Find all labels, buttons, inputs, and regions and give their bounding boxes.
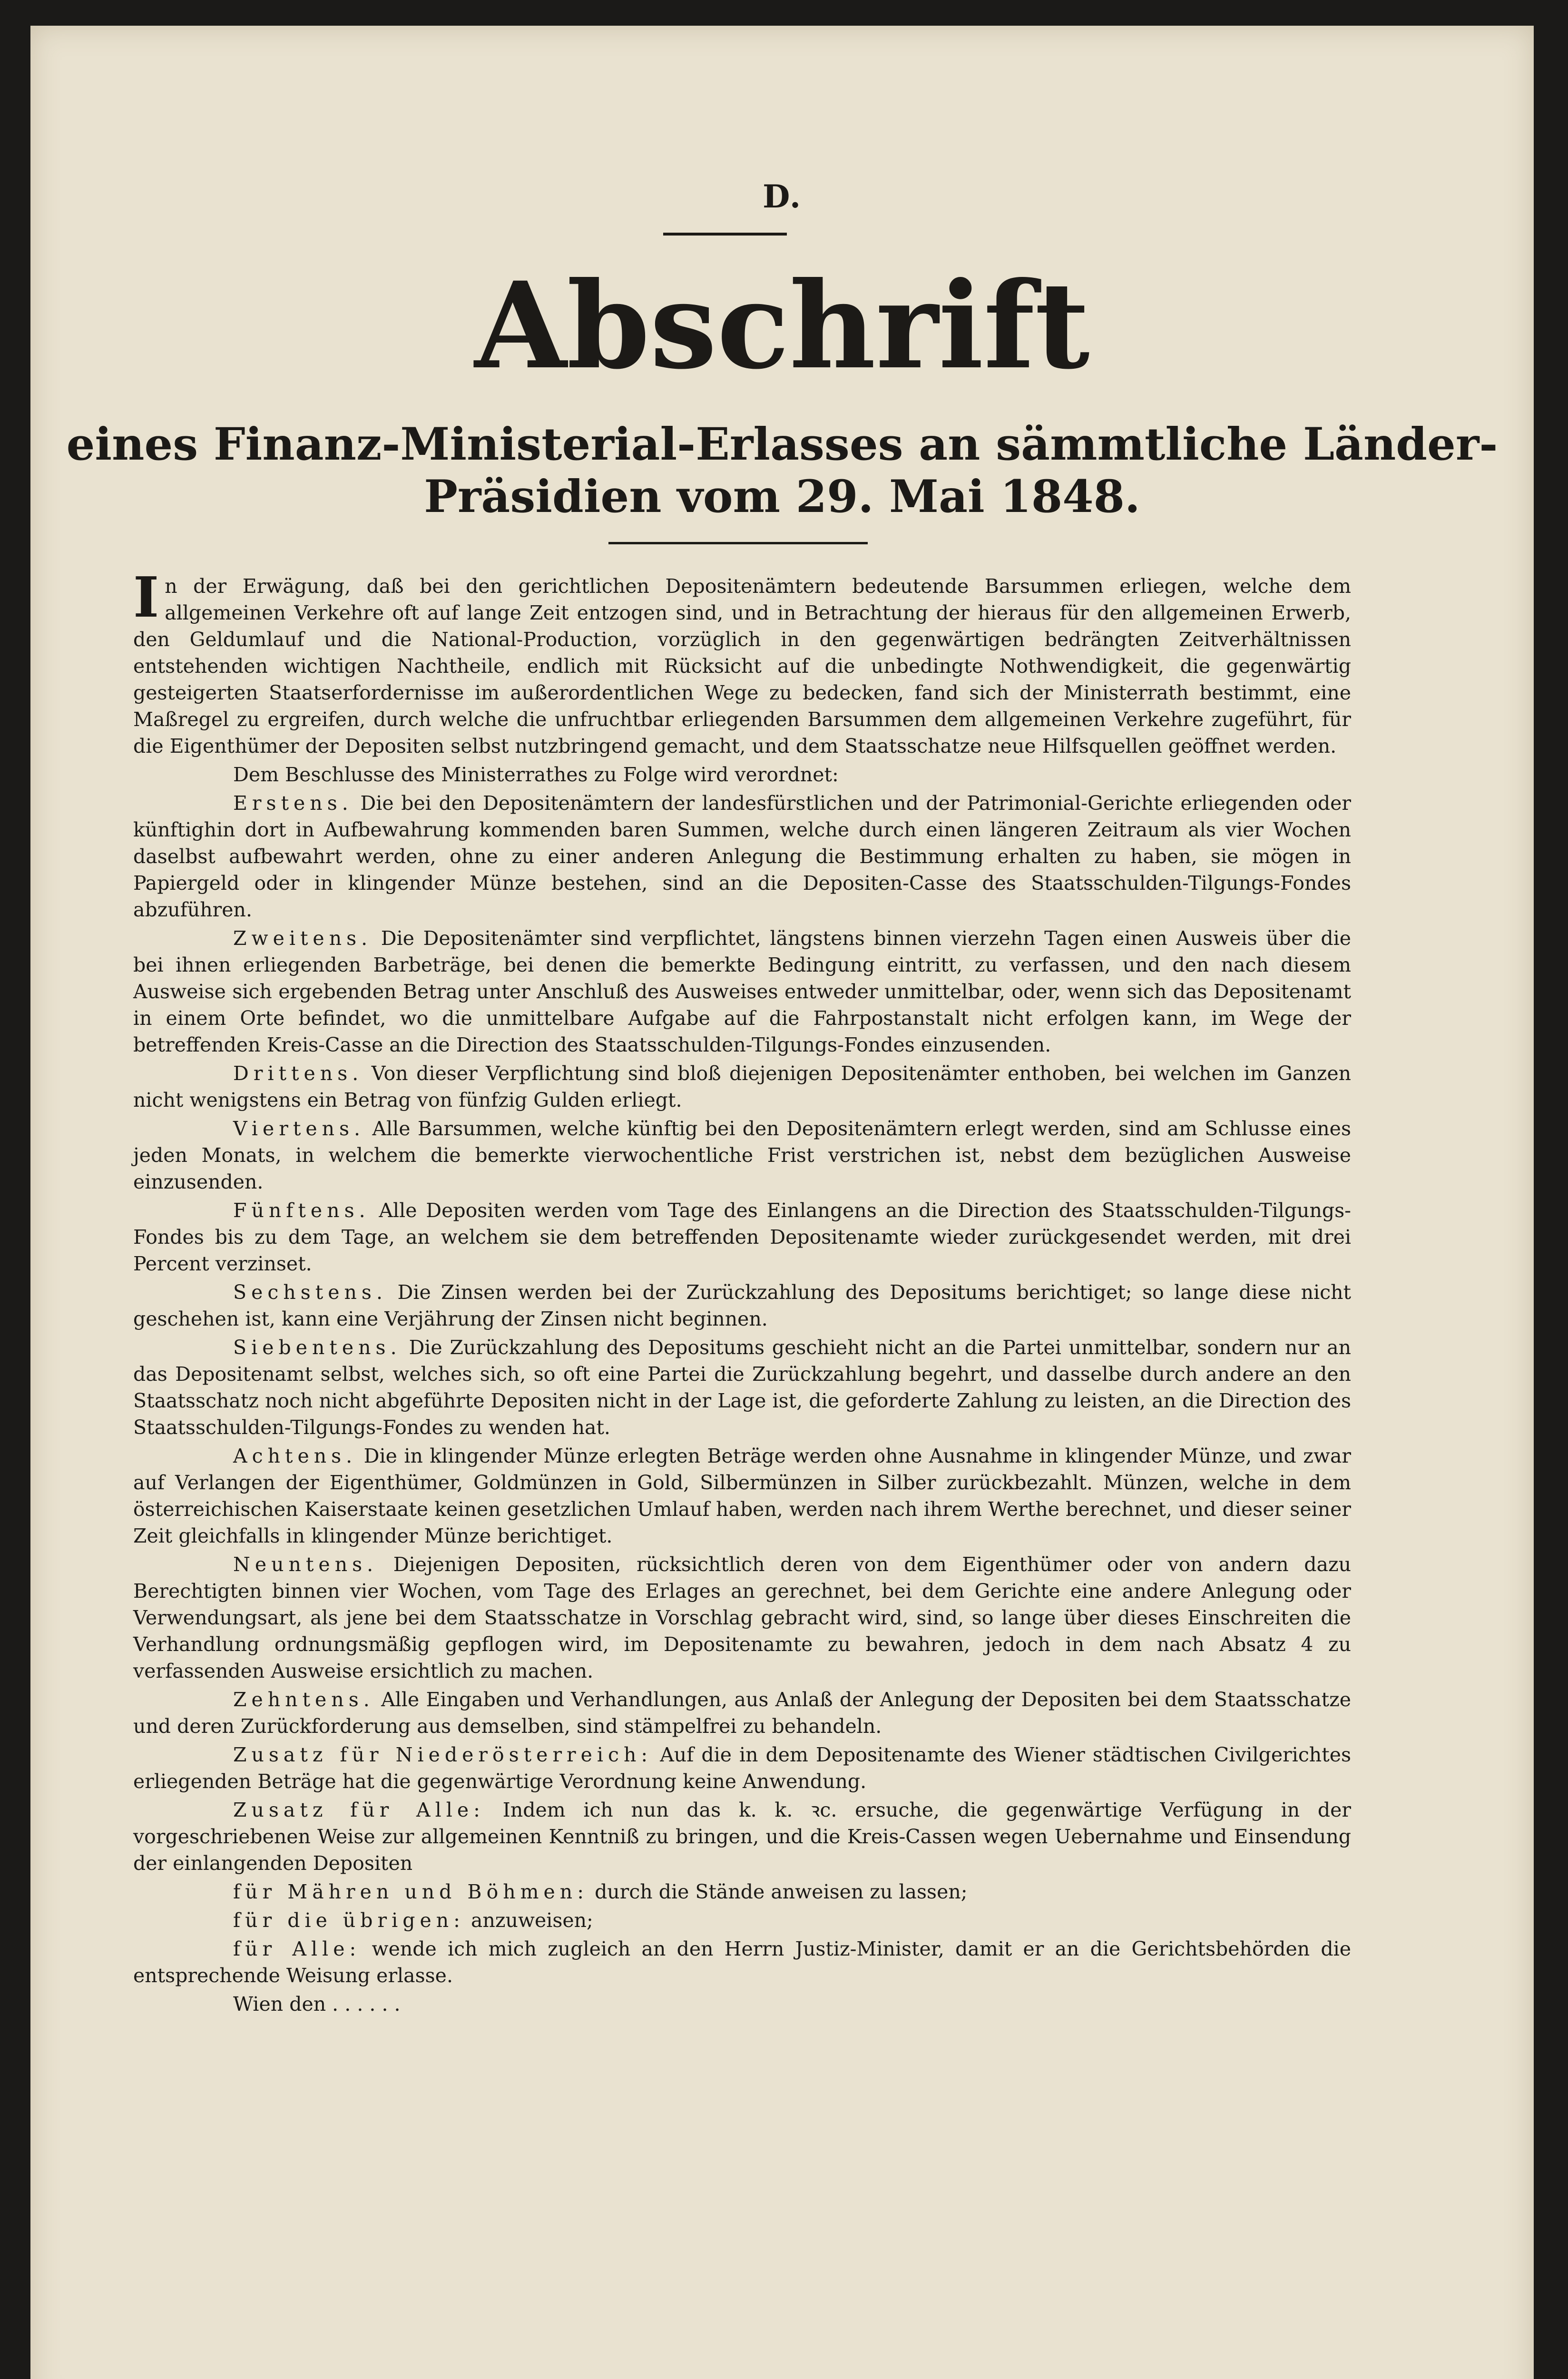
article-label: Fünftens. — [233, 1199, 370, 1222]
intro-text: n der Erwägung, daß bei den gerichtlichen Depositenämtern bedeutende Barsummen erliegen, welche dem allgemeinen Verkehre oft auf lange Zeit entzogen sind, und in Betrachtung der hieraus für den allgemeinen Erwerb, den Geldumlauf und die National-Production, vorzüglich in den gegenwärtigen bedrängten Zeitverhältnissen entstehenden wichtigen Nachtheile, endlich mit Rücksicht auf die unbedingte Nothwendigkeit, die gegenwärtig gesteigerten Staatserfordernisse im außerordentlichen Wege zu bedecken, fand sich der Ministerrath bestimmt, eine Maßregel zu ergreifen, durch welche die unfruchtbar erliegenden Barsummen dem allgemeinen Verkehre zugeführt, für die Eigenthümer der Depositen selbst nutzbringend gemacht, und dem Staatsschatze neue Hilfsquellen geöffnet werden. — [133, 575, 1351, 757]
article-text: Die bei den Depositenämtern der landesfürstlichen und der Patrimonial-Gerichte erliegenden oder künftighin dort in Aufbewahrung kommenden baren Summen, welche durch einen längeren Zeitraum als vier Wochen daselbst aufbewahrt werden, ohne zu einer anderen Anlegung die Bestimmung erhalten zu haben, sie mögen in Papiergeld oder in klingender Münze bestehen, sind an die Depositen-Casse des Staatsschulden-Tilgungs-Fondes abzuführen. — [133, 792, 1351, 921]
article-label: Erstens. — [233, 792, 353, 815]
article-label: Achtens. — [233, 1445, 357, 1467]
document-title: Abschrift — [474, 256, 1090, 395]
article-paragraph — [133, 1115, 1351, 1195]
section-letter: D. — [763, 178, 802, 215]
letter-underline — [663, 233, 787, 236]
subtitle-divider — [608, 542, 868, 544]
addendum-label: Zusatz für Alle: — [233, 1799, 485, 1821]
article-text: Alle Eingaben und Verhandlungen, aus Anlaß der Anlegung der Depositen bei dem Staatsschatze und deren Zurückforderung aus demselben, sind stämpelfrei zu behandeln. — [133, 1688, 1351, 1738]
article-text: Die in klingender Münze erlegten Beträge werden ohne Ausnahme in klingender Münze, und zwar auf Verlangen der Eigenthümer, Goldmünzen in Gold, Silbermünzen in Silber zurückbezahlt. Münzen, welche in dem österreichischen Kaiserstaate keinen gesetzlichen Umlauf haben, werden nach ihrem Werthe berechnet, und dieser seiner Zeit gleichfalls in klingender Münze berichtiget. — [133, 1445, 1351, 1547]
closing-text: wende ich mich zugleich an den Herrn Justiz-Minister, damit er an die Gerichtsbehörden die entsprechende Weisung erlasse. — [133, 1937, 1351, 1987]
article-label: Zehntens. — [233, 1688, 374, 1711]
closing-line — [133, 1878, 1351, 1905]
article-paragraph — [133, 1334, 1351, 1441]
article-label: Sechstens. — [233, 1281, 387, 1304]
closing-label: für Alle: — [233, 1937, 361, 1960]
article-paragraph — [133, 925, 1351, 1058]
addendum-paragraph — [133, 1741, 1351, 1795]
article-paragraph — [133, 1551, 1351, 1684]
decree-line: Dem Beschlusse des Ministerrathes zu Folge wird verordnet: — [233, 763, 839, 786]
closing-text: anzuweisen; — [471, 1909, 593, 1932]
article-label: Zweitens. — [233, 927, 372, 950]
article-text: Die Zurückzahlung des Depositums geschieht nicht an die Partei unmittelbar, sondern nur an das Depositenamt selbst, welches sich, so oft eine Partei die Zurückzahlung begehrt, und dasselbe durch andere an den Staatsschatz noch nicht abgeführte Depositen nicht in der Lage ist, die geforderte Zahlung zu leisten, an die Direction des Staatsschulden-Tilgungs-Fondes zu wenden hat. — [133, 1336, 1351, 1439]
article-label: Neuntens. — [233, 1553, 378, 1576]
addendum-text: Indem ich nun das k. k. ꝛc. ersuche, die gegenwärtige Verfügung in der vorgeschriebenen Weise zur allgemeinen Kenntniß zu bringen, und die Kreis-Cassen wegen Uebernahme und Einsendung der einlangenden Depositen — [133, 1799, 1351, 1875]
article-paragraph — [133, 1060, 1351, 1113]
closing-label: für die übrigen: — [233, 1909, 465, 1932]
article-text: Von dieser Verpflichtung sind bloß diejenigen Depositenämter enthoben, bei welchen im Ganzen nicht wenigstens ein Betrag von fünfzig Gulden erliegt. — [133, 1062, 1351, 1111]
closing-line — [133, 1907, 1351, 1934]
article-paragraph — [133, 1686, 1351, 1740]
addendum-label: Zusatz für Niederösterreich: — [233, 1743, 653, 1766]
article-paragraph — [133, 1443, 1351, 1549]
drop-cap: I — [133, 565, 159, 630]
document-body — [133, 565, 1351, 2019]
closing-text: durch die Stände anweisen zu lassen; — [595, 1880, 968, 1903]
article-text: Alle Depositen werden vom Tage des Einlangens an die Direction des Staatsschulden-Tilgungs-Fondes bis zu dem Tage, an welchem sie dem betreffenden Depositenamte wieder zurückgesendet werden, mit drei Percent verzinset. — [133, 1199, 1351, 1275]
document-subtitle-line2: Präsidien vom 29. Mai 1848. — [424, 471, 1140, 523]
article-text: Alle Barsummen, welche künftig bei den Depositenämtern erlegt werden, sind am Schlusse eines jeden Monats, in welchem die bemerkte vierwochentliche Frist verstrichen ist, nebst dem bezüglichen Ausweise einzusenden. — [133, 1117, 1351, 1193]
article-label: Drittens. — [233, 1062, 363, 1085]
article-paragraph — [133, 1197, 1351, 1277]
article-text: Die Depositenämter sind verpflichtet, längstens binnen vierzehn Tagen einen Ausweis über die bei ihnen erliegenden Barbeträge, bei denen die bemerkte Bedingung eintritt, zu verfassen, und den nach diesem Ausweise sich ergebenden Betrag unter Anschluß des Ausweises entweder unmittelbar, oder, wenn sich das Depositenamt in einem Orte befindet, wo die unmittelbare Aufgabe auf die Fahrpostanstalt nicht erfolgen kann, im Wege der betreffenden Kreis-Casse an die Direction des Staatsschulden-Tilgungs-Fondes einzusenden. — [133, 927, 1351, 1056]
document-page — [30, 26, 1534, 2379]
intro-paragraph — [133, 565, 1351, 759]
addendum-text: Auf die in dem Depositenamte des Wiener städtischen Civilgerichtes erliegenden Beträge hat die gegenwärtige Verordnung keine Anwendung. — [133, 1743, 1351, 1793]
signoff-line: Wien den . . . . . . — [233, 1993, 401, 2015]
article-label: Siebentens. — [233, 1336, 402, 1359]
addendum-paragraph — [133, 1797, 1351, 1877]
article-text: Diejenigen Depositen, rücksichtlich deren von dem Eigenthümer oder von andern dazu Berechtigten binnen vier Wochen, vom Tage des Erlages an gerechnet, bei dem Gerichte eine andere Anlegung oder Verwendungsart, als jene bei dem Staatsschatze in Vorschlag gebracht wird, sind, so lange über dieses Einschreiten die Verhandlung ordnungsmäßig gepflogen wird, im Depositenamte zu bewahren, jedoch in dem nach Absatz 4 zu verfassenden Ausweise ersichtlich zu machen. — [133, 1553, 1351, 1682]
closing-line — [133, 1936, 1351, 1989]
document-subtitle-line1: eines Finanz-Ministerial-Erlasses an sämmtliche Länder- — [66, 418, 1498, 471]
article-label: Viertens. — [233, 1117, 365, 1140]
article-paragraph — [133, 1279, 1351, 1332]
article-paragraph — [133, 790, 1351, 923]
closing-label: für Mähren und Böhmen: — [233, 1880, 589, 1903]
article-text: Die Zinsen werden bei der Zurückzahlung des Depositums berichtiget; so lange diese nicht geschehen ist, kann eine Verjährung der Zinsen nicht beginnen. — [133, 1281, 1351, 1330]
